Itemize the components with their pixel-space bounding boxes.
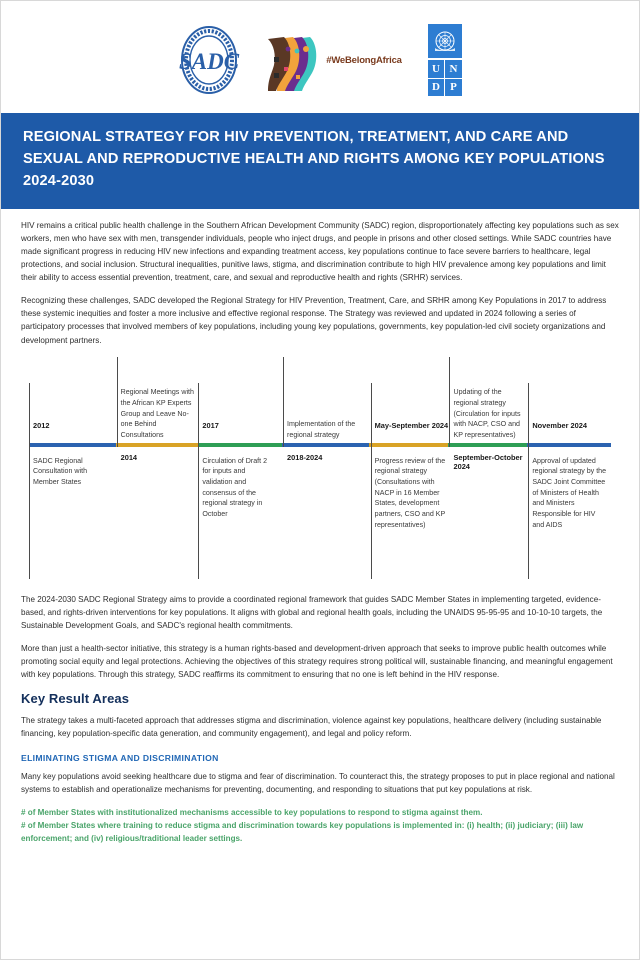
webelongafrica-hashtag: #WeBelongAfrica <box>326 54 402 66</box>
timeline-milestone-year: 2018-2024 <box>287 452 323 462</box>
undp-letter-d: D <box>428 79 445 97</box>
undp-letter-n: N <box>445 60 462 78</box>
webelongafrica-logo <box>266 29 401 91</box>
section-heading-eliminating-stigma: ELIMINATING STIGMA AND DISCRIMINATION <box>21 752 219 763</box>
timeline-milestone-year: November 2024 <box>532 420 587 430</box>
key-result-areas-intro: The strategy takes a multi-faceted approach that addresses stigma and discrimination, violence against key populations, healthcare delivery (including sustainable financing, key population-specific data generation, and community engagement), and legal and policy reform. <box>21 716 602 739</box>
timeline-tick <box>528 383 529 579</box>
strategy-timeline <box>21 357 619 589</box>
timeline-milestone-year-wrap <box>121 453 195 462</box>
timeline-tick <box>449 357 450 447</box>
timeline-milestone-year-wrap <box>532 421 606 430</box>
timeline-milestone-description: Regional Meetings with the African KP Experts Group and Leave No-one Behind Consultations <box>120 388 194 440</box>
timeline-milestone-year: September-October 2024 <box>453 452 523 472</box>
page-title: REGIONAL STRATEGY FOR HIV PREVENTION, TREATMENT, AND CARE AND SEXUAL AND REPRODUCTIVE HEALTH AND RIGHTS AMONG KEY POPULATIONS 2024-2030 <box>23 129 605 189</box>
timeline-milestone <box>287 357 361 441</box>
document-content <box>1 209 639 845</box>
title-banner <box>1 113 639 209</box>
indicator-item: # of Member States where training to reduce stigma and discrimination towards key populations is implemented in: (i) health; (ii) judiciary; (iii) law enforcement; and (iv) religious/traditional leader settings. <box>21 820 584 843</box>
undp-emblem-icon <box>428 24 462 58</box>
timeline-milestone-year: 2012 <box>33 420 50 430</box>
sadc-logo <box>178 23 240 97</box>
timeline-milestone-description: Implementation of the regional strategy <box>287 420 356 440</box>
timeline-milestone-description: Circulation of Draft 2 for inputs and validation and consensus of the regional strategy in October <box>202 456 268 518</box>
undp-letter-u: U <box>428 60 445 78</box>
timeline-milestone <box>375 453 449 530</box>
timeline-tick <box>198 383 199 579</box>
timeline-milestone-year-wrap <box>453 453 527 472</box>
timeline-milestone-description: Progress review of the regional strategy (Consultations with NACP in 16 Member States, development partners, CSO and KP representatives) <box>374 456 446 529</box>
timeline-tick <box>283 357 284 447</box>
timeline-milestone-year: May-September 2024 <box>374 420 449 430</box>
timeline-milestone <box>33 453 107 488</box>
key-result-areas-heading: Key Result Areas <box>21 691 130 707</box>
svg-text:SADC: SADC <box>179 49 240 74</box>
timeline-milestone <box>202 453 276 520</box>
intro-paragraph-2: Recognizing these challenges, SADC developed the Regional Strategy for HIV Prevention, Treatment, Care, and SRHR among Key Populations in 2017 to address these systemic inequities and foster a more inclusive and effective regional response. The Strategy was reviewed and updated in 2024 following a series of participatory processes that involved members of key populations, including young key populations, governments, key population-led civil society organizations and development partners. <box>21 296 607 345</box>
timeline-milestone-year-wrap <box>33 421 107 430</box>
undp-letter-p: P <box>445 79 462 97</box>
timeline-milestone-year-wrap <box>375 421 449 430</box>
body-paragraph-3: The 2024-2030 SADC Regional Strategy aims to provide a coordinated regional framework that guides SADC Member States in implementing targeted, evidence-based, and rights-driven interventions for key populations. It aligns with global and regional health goals, including the UNAIDS 95-95-95 and 10-10-10 targets, the Sustainable Development Goals, and SADC's regional health commitments. <box>21 594 603 630</box>
indicator-list <box>21 806 619 845</box>
timeline-milestone-description: Approval of updated regional strategy by the SADC Joint Committee of Ministers of Health and Ministers Responsible for HIV and AIDS <box>532 456 607 529</box>
timeline-milestone-year-wrap <box>287 453 361 462</box>
webelongafrica-faces-icon <box>266 29 318 91</box>
logo-bar <box>1 1 639 113</box>
timeline-milestone-year: 2017 <box>202 420 219 430</box>
undp-letters <box>428 60 462 96</box>
undp-logo <box>428 24 462 96</box>
timeline-milestone-description: Updating of the regional strategy (Circulation for inputs with NACP, CSO and KP representatives) <box>453 388 521 440</box>
timeline-tick <box>29 383 30 579</box>
intro-paragraph-1: HIV remains a critical public health challenge in the Southern African Development Community (SADC) region, disproportionately affecting key populations such as sex workers, men who have sex with men, transgender individuals, people who inject drugs, and people in prisons and other closed settings. While SADC countries have made significant progress in reducing HIV new infections and expanding treatment access, key populations continue to face severe barriers to healthcare, legal protections, and social inclusion. Structural inequalities, punitive laws, stigma, and discrimination contribute to high HIV prevalence among key populations and limit their ability to access essential prevention, treatment, care, and sexual and reproductive health and rights (SRHR) services. <box>21 220 619 283</box>
timeline-milestone <box>453 357 527 441</box>
timeline-milestone-year-wrap <box>202 421 276 430</box>
timeline-milestone-year: 2014 <box>120 452 138 462</box>
timeline-tick <box>371 383 372 579</box>
body-paragraph-4: More than just a health-sector initiative, this strategy is a human rights-based and development-driven approach that seeks to improve public health outcomes while promoting social equity and legal protections. Achieving the objectives of this strategy requires strong political will, sustainable financing, and meaningful engagement with key populations. Through this strategy, SADC reaffirms its commitment to ensuring that no one is left behind in the HIV response. <box>21 643 613 680</box>
timeline-milestone <box>532 453 606 530</box>
timeline-milestone <box>121 357 195 441</box>
timeline-milestone-description: SADC Regional Consultation with Member States <box>33 456 88 486</box>
section-text-eliminating-stigma: Many key populations avoid seeking healthcare due to stigma and fear of discrimination. To counteract this, the strategy proposes to put in place regional and national systems to establish and operationalize mechanisms for preventing, documenting, and responding to situations that put key populations at risk. <box>21 771 615 794</box>
timeline-tick <box>117 357 118 447</box>
indicator-item: # of Member States with institutionalized mechanisms accessible to key populations to respond to stigma against them. <box>21 807 483 817</box>
